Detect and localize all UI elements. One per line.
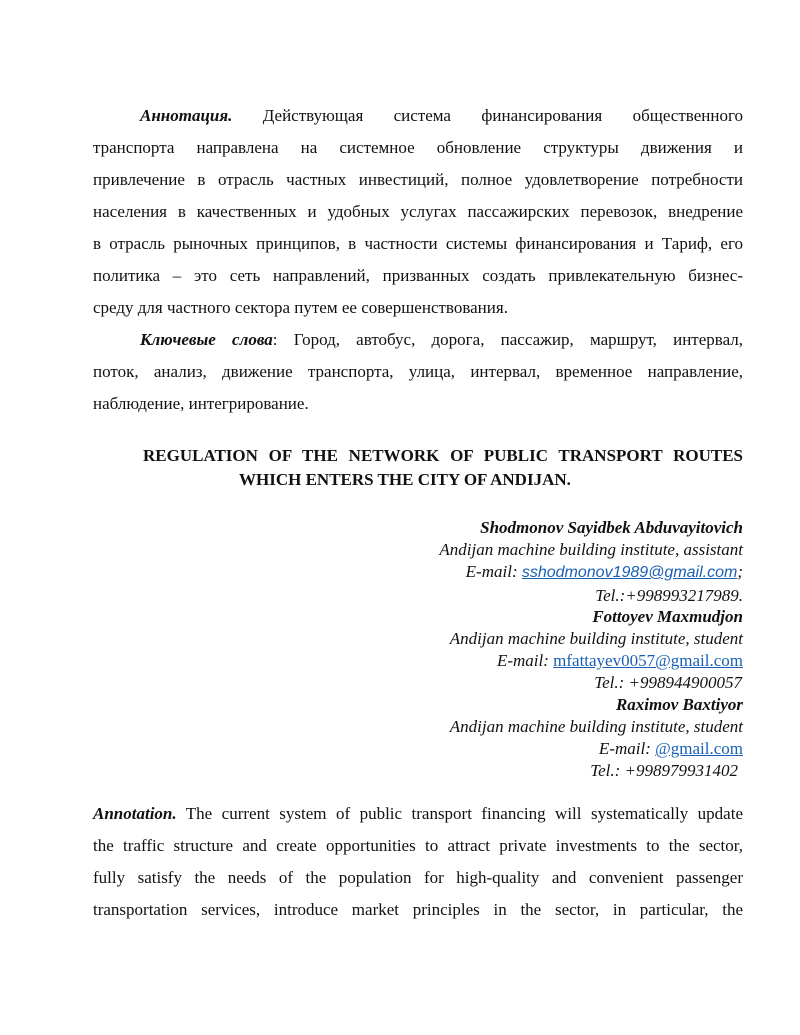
ru-annotation-line: среду для частного сектора путем ее совершенствования. bbox=[93, 298, 508, 317]
email-link[interactable]: sshodmonov1989@gmail.com bbox=[521, 564, 738, 581]
email-label: E-mail: bbox=[598, 739, 656, 758]
author-name: Raximov Baxtiyor bbox=[615, 695, 743, 714]
author-affiliation: Andijan machine building institute, student bbox=[449, 717, 743, 736]
en-annotation-text: The current system of public transport financing will systematically update bbox=[185, 804, 743, 823]
author-email-line bbox=[497, 650, 743, 672]
author-name: Shodmonov Sayidbek Abduvayitovich bbox=[480, 518, 743, 537]
en-annotation-line: the traffic structure and create opportunities to attract private investments to the sector, bbox=[93, 836, 743, 855]
ru-annotation-line bbox=[140, 105, 743, 127]
email-link[interactable]: @gmail.com bbox=[655, 739, 743, 758]
author-name: Fottoyev Maxmudjon bbox=[592, 607, 743, 626]
ru-annotation-line: привлечение в отрасль частных инвестиций, полное удовлетворение потребности bbox=[93, 170, 743, 189]
email-label: E-mail: bbox=[496, 651, 554, 670]
ru-annotation-line: в отрасль рыночных принципов, в частности системы финансирования и Тариф, его bbox=[93, 234, 743, 253]
ru-annotation-label: Аннотация. bbox=[140, 106, 233, 125]
author-tel: Tel.: +998944900057 bbox=[594, 673, 742, 692]
ru-keywords-line bbox=[140, 329, 743, 351]
email-label: E-mail: bbox=[465, 562, 522, 581]
paper-title-line-1: REGULATION OF THE NETWORK OF PUBLIC TRANSPORT ROUTES bbox=[143, 446, 743, 465]
ru-annotation-line: населения в качественных и удобных услугах пассажирских перевозок, внедрение bbox=[93, 202, 743, 221]
email-suffix: ; bbox=[737, 562, 743, 581]
ru-annotation-line: транспорта направлена на системное обновление структуры движения и bbox=[93, 138, 743, 157]
paper-title-line-2: WHICH ENTERS THE CITY OF ANDIJAN. bbox=[239, 470, 571, 489]
author-tel: Tel.: +998979931402 bbox=[590, 761, 738, 780]
email-link[interactable]: mfattayev0057@gmail.com bbox=[553, 651, 743, 670]
author-tel: Tel.:+998993217989. bbox=[595, 586, 743, 605]
ru-keywords-line: наблюдение, интегрирование. bbox=[93, 394, 309, 413]
en-annotation-line bbox=[93, 803, 743, 825]
author-email-line bbox=[466, 561, 743, 584]
ru-annotation-text: Действующая система финансирования общественного bbox=[262, 106, 743, 125]
author-affiliation: Andijan machine building institute, student bbox=[449, 629, 743, 648]
en-annotation-label: Annotation. bbox=[93, 804, 177, 823]
ru-keywords-line: поток, анализ, движение транспорта, улица, интервал, временное направление, bbox=[93, 362, 743, 381]
ru-keywords-label: Ключевые слова bbox=[140, 330, 273, 349]
ru-keywords-colon: : bbox=[272, 330, 278, 349]
en-annotation-line: transportation services, introduce market principles in the sector, in particular, the bbox=[93, 900, 743, 919]
en-annotation-line: fully satisfy the needs of the population for high-quality and convenient passenger bbox=[93, 868, 743, 887]
author-affiliation: Andijan machine building institute, assistant bbox=[439, 540, 743, 559]
author-email-line bbox=[599, 738, 743, 760]
ru-annotation-line: политика – это сеть направлений, призванных создать привлекательную бизнес- bbox=[93, 266, 743, 285]
ru-keywords-text: Город, автобус, дорога, пассажир, маршрут, интервал, bbox=[293, 330, 743, 349]
